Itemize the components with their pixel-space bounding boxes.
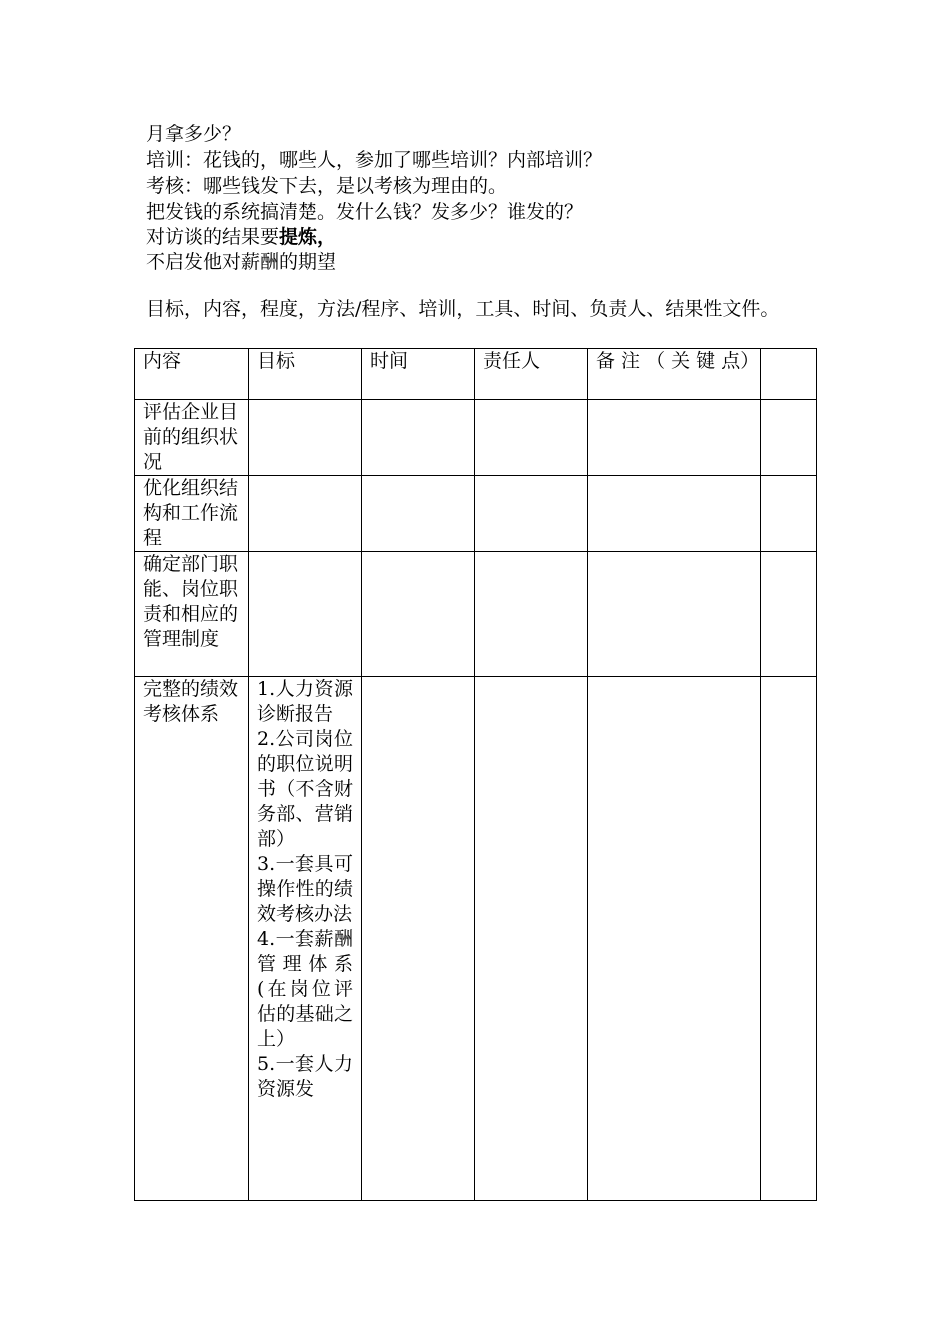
table-header-row [135,349,817,400]
time-cell [362,552,475,677]
target-item: 2.公司岗位的职位说明书（不含财务部、营销部） [257,728,353,850]
note-cell [588,476,761,552]
target-item: 5.一套人力资源发 [257,1053,353,1100]
text-line [146,225,811,250]
extra-cell [761,476,817,552]
target-item: 3.一套具可操作性的绩效考核办法 [257,853,353,925]
text-line: 月拿多少？ [146,123,242,145]
target-cell [249,677,362,1201]
note-cell [588,552,761,677]
text-paragraph: 目标，内容，程度，方法/程序、培训，工具、时间、负责人、结果性文件。 [146,298,780,320]
time-cell [362,677,475,1201]
extra-cell [761,677,817,1201]
content-cell: 评估企业目前的组织状况 [135,400,249,476]
header-cell: 备 注 （ 关 键 点） [588,349,761,400]
time-cell [362,476,475,552]
text-line: 不启发他对薪酬的期望 [146,251,337,273]
header-cell: 责任人 [475,349,588,400]
owner-cell [475,552,588,677]
note-cell [588,677,761,1201]
target-cell [249,552,362,677]
header-cell: 时间 [362,349,475,400]
target-item: 1.人力资源诊断报告 [257,678,353,725]
extra-cell [761,400,817,476]
table-row [135,677,817,1201]
text-line: 把发钱的系统搞清楚。发什么钱？发多少？谁发的？ [146,201,584,223]
target-cell [249,476,362,552]
target-item: 4.一套薪酬管理体系(在岗位评估的基础之上） [257,928,353,1050]
owner-cell [475,400,588,476]
table-row [135,400,817,476]
content-cell: 确定部门职能、岗位职责和相应的管理制度 [135,552,249,677]
owner-cell [475,476,588,552]
text-span: 对访谈的结果要 [146,226,280,248]
target-cell [249,400,362,476]
header-cell: 目标 [249,349,362,400]
note-cell [588,400,761,476]
time-cell [362,400,475,476]
text-line: 培训：花钱的，哪些人，参加了哪些培训？内部培训？ [146,149,603,171]
text-line: 考核：哪些钱发下去，是以考核为理由的。 [146,175,508,197]
extra-cell [761,552,817,677]
content-cell: 完整的绩效考核体系 [135,677,249,1201]
header-cell: 内容 [135,349,249,400]
content-cell: 优化组织结构和工作流程 [135,476,249,552]
plan-table [134,348,817,1201]
header-cell [761,349,817,400]
bold-text: 提炼， [279,226,337,248]
table-row [135,552,817,677]
owner-cell [475,677,588,1201]
table-row [135,476,817,552]
